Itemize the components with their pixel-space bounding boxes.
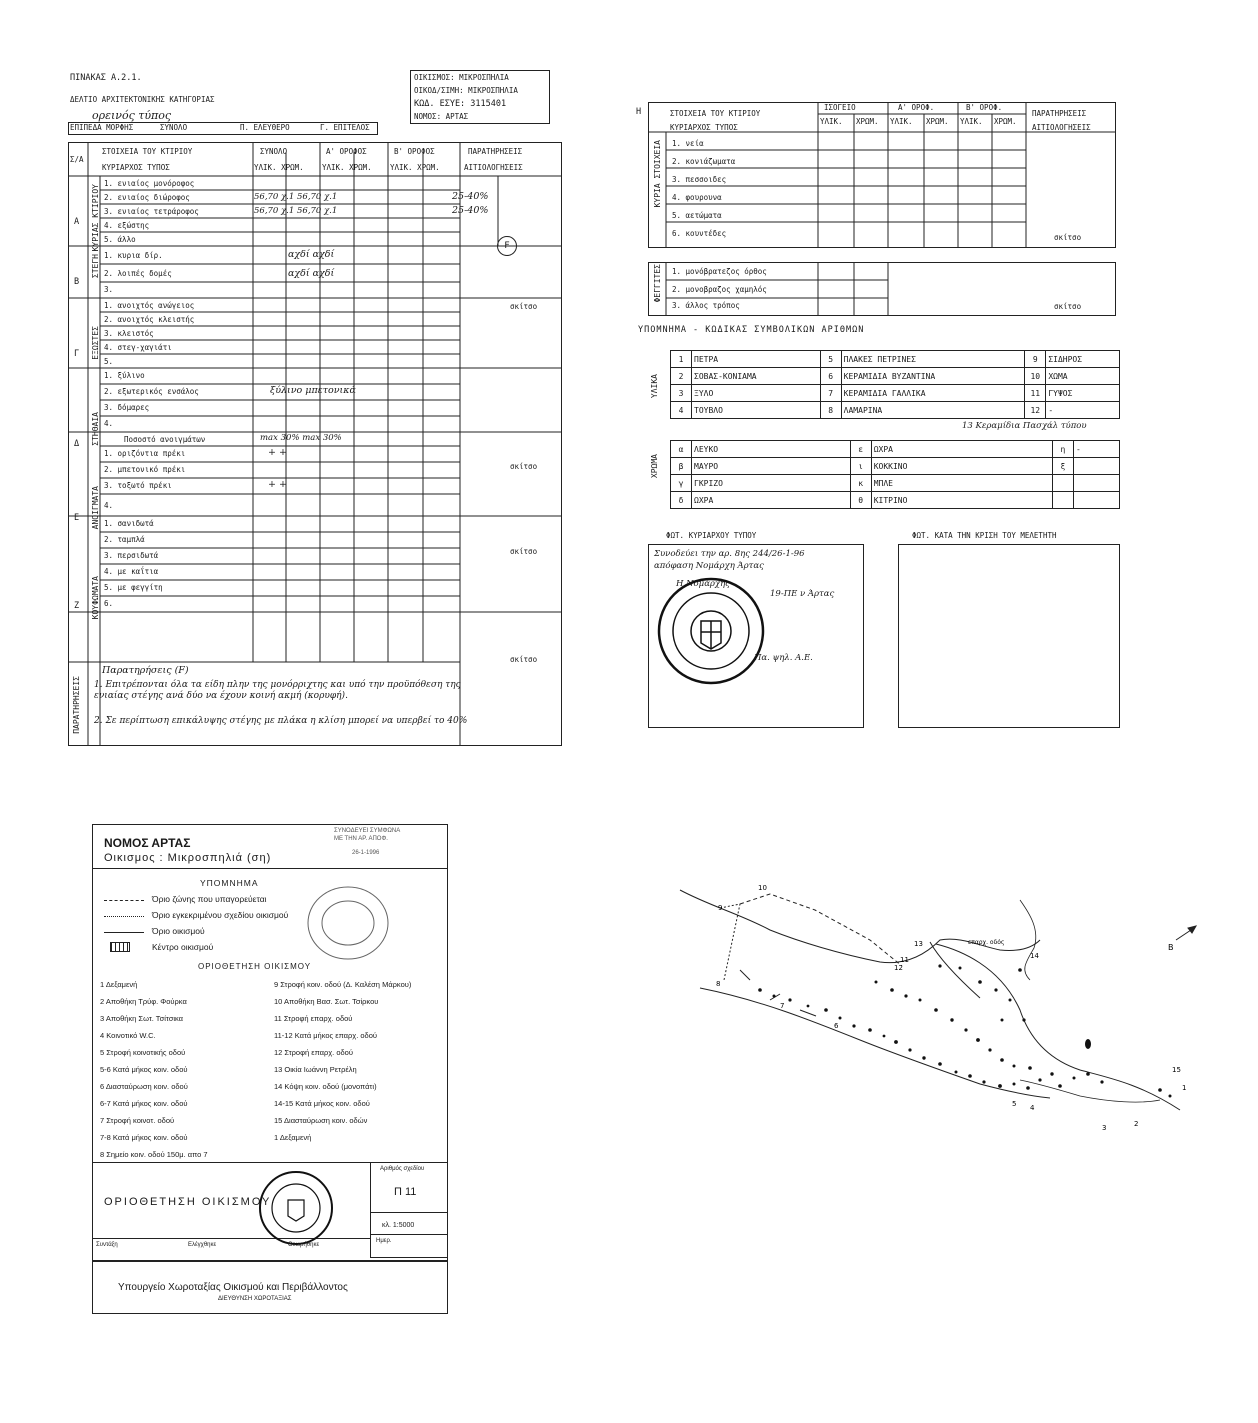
material-cell: ΠΛΑΚΕΣ ΠΕΤΡΙΝΕΣ: [841, 351, 1025, 368]
col-header-elements: ΣΤΟΙΧΕΙΑ ΤΟΥ ΚΤΙΡΙΟΥ: [102, 147, 193, 156]
col-sub-type: ΚΥΡΙΑΡΧΟΣ ΤΥΠΟΣ: [102, 163, 170, 172]
note-1: 1. Επιτρέπονται όλα τα είδη πλην της μονόρριχτης και υπό την προϋπόθεση της ενιαίας στέγης ανά δύο να έχουν κοινή ακμή (κορυφή).: [94, 680, 461, 701]
row-b-1: 1. κυρια δίρ.: [104, 251, 163, 260]
top-cell-4: Γ. ΕΠΙΤΕΛΟΣ: [320, 123, 370, 132]
color-cell: ΜΑΥΡΟ: [692, 458, 851, 475]
material-cell: 4: [671, 402, 692, 419]
color-cell: κ: [850, 475, 871, 492]
material-cell: ΠΕΤΡΑ: [692, 351, 821, 368]
materials-label: ΥΛΙΚΑ: [650, 374, 659, 399]
col-sub-3: ΥΛΙΚ. ΧΡΩΜ.: [390, 163, 440, 172]
f2-col-ground: ΙΣΟΓΕΙΟ: [824, 103, 856, 112]
legend-stamp-1: ΣΥΝΟΔΕΥΕΙ ΣΥΜΦΩΝΑ: [334, 828, 401, 834]
row-z-4: 4. με καΐτια: [104, 567, 159, 576]
row-g-1: 1. ανοιχτός ανώγειος: [104, 301, 195, 310]
section-label-g: ΕΞΩΣΤΕΣ: [91, 326, 100, 360]
legend-list-item: 11 Στροφή επαρχ. οδού: [274, 1014, 353, 1023]
legend-list-item: 6-7 Κατά μήκος κοιν. οδού: [100, 1099, 188, 1108]
f2-skitso-1: σκίτσο: [1054, 233, 1082, 242]
row-e-2: 2. μπετονικό πρέκι: [104, 465, 186, 474]
legend-list-item: 1 Δεξαμενή: [274, 1133, 312, 1142]
color-cell: ΜΠΛΕ: [871, 475, 1052, 492]
col-header-notes: ΠΑΡΑΤΗΡΗΣΕΙΣ: [468, 147, 523, 156]
sign-3: Θεωρήθηκε: [288, 1242, 320, 1248]
color-cell: [1073, 475, 1119, 492]
drawing-scale: κλ. 1:5000: [382, 1222, 415, 1229]
hand-note-1: Συνοδεύει την αρ. 8ης 244/26-1-96: [654, 549, 805, 559]
section-label-a: ΚΥΡΙΑΣ ΚΤΙΡΙΟΥ: [91, 184, 100, 252]
legend-item-1: Όριο ζώνης που υπαγορεύεται: [152, 894, 267, 904]
color-cell: ε: [850, 441, 871, 458]
row-a-1: 1. ενιαίος μονόροφος: [104, 179, 195, 188]
header-municipality: ΟΙΚΟΔ/ΣΙΜΗ: ΜΙΚΡΟΣΠΗΛΙΑ: [414, 86, 518, 95]
legend-list-item: 14-15 Κατά μήκος κοιν. οδού: [274, 1099, 370, 1108]
row-d-4: 4.: [104, 419, 114, 428]
top-cell-1: ΕΠΙΠΕΔΑ ΜΟΡΦΗΣ: [70, 123, 134, 132]
skitso-d: σκίτσο: [510, 462, 538, 471]
material-cell: ΚΕΡΑΜΙΔΙΑ ΓΑΛΛΙΚΑ: [841, 385, 1025, 402]
color-row: [671, 441, 1120, 458]
f2-col-first: Α' ΟΡΟΦ.: [898, 103, 935, 112]
section-label-e: ΑΝΟΙΓΜΑΤΑ: [91, 486, 100, 530]
material-row: [671, 368, 1120, 385]
title-box-text: ΟΡΙΟΘΕΤΗΣΗ ΟΙΚΙΣΜΟΥ: [104, 1196, 272, 1208]
material-cell: ΣΙΔΗΡΟΣ: [1046, 351, 1120, 368]
color-cell: η: [1052, 441, 1073, 458]
colors-table: [670, 440, 1120, 509]
legend-item-4: Κέντρο οικισμού: [152, 942, 214, 952]
col-header-first: Α' ΟΡΟΦΟΣ: [326, 147, 367, 156]
color-cell: θ: [850, 492, 871, 509]
color-cell: ΓΚΡΙΖΟ: [692, 475, 851, 492]
legend-list-item: 6 Διασταύρωση κοιν. οδού: [100, 1082, 188, 1091]
hand-val-b1: αχδί αχδί: [288, 249, 335, 260]
hand-pct-a3: 25-40%: [452, 205, 489, 216]
legend-list-item: 2 Αποθήκη Τρύφ. Φούρκα: [100, 997, 187, 1006]
circle-f: [497, 236, 517, 256]
color-cell: [1073, 492, 1119, 509]
row-a-5: 5. άλλο: [104, 235, 136, 244]
legend-list-item: 7-8 Κατά μήκος κοιν. οδού: [100, 1133, 188, 1142]
color-cell: δ: [671, 492, 692, 509]
col-header-second: Β' ΟΡΟΦΟΣ: [394, 147, 435, 156]
legend-list-item: 1 Δεξαμενή: [100, 980, 138, 989]
section-letter-e: Ε: [74, 513, 80, 523]
material-row: [671, 351, 1120, 368]
material-row: [671, 402, 1120, 419]
hand-note-3: Η Νομάρχης: [676, 579, 730, 589]
legend-round-stamp: [298, 878, 398, 968]
row-a-2: 2. ενιαίος διώροφος: [104, 193, 190, 202]
map-pt-15: 15: [1172, 1066, 1181, 1074]
row-b-2: 2. λοιπές δομές: [104, 269, 172, 278]
row-e-3: 3. τοξωτό πρέκι: [104, 481, 172, 490]
line-solid-sample: [104, 932, 144, 933]
col-sub-2: ΥΛΙΚ. ΧΡΩΜ.: [322, 163, 372, 172]
f2-sec1-label: ΚΥΡΙΑ ΣΤΟΙΧΕΙΑ: [653, 140, 662, 208]
section-letter-z: Ζ: [74, 601, 80, 611]
material-cell: ΛΑΜΑΡΙΝΑ: [841, 402, 1025, 419]
row-e-0: Ποσοστό ανοιγμάτων: [124, 435, 206, 444]
section-letter-a: Α: [74, 217, 80, 227]
map-pt-7: 7: [780, 1002, 785, 1010]
map-pt-8: 8: [716, 980, 721, 988]
legend-list-item: 4 Κοινοτικό W.C.: [100, 1031, 156, 1040]
f2-sub-1: ΥΛΙΚ.: [820, 117, 843, 126]
top-cell-2: ΣΥΝΟΛΟ: [160, 123, 188, 132]
section-label-z: ΚΟΥΦΩΜΑΤΑ: [91, 576, 100, 620]
material-cell: 10: [1025, 368, 1046, 385]
note-2: 2. Σε περίπτωση επικάλυψης στέγης με πλάκα η κλίση μπορεί να υπερβεί το 40%: [94, 716, 468, 726]
map-pt-10: 10: [758, 884, 767, 892]
f2-sec1-row-3: 3. πεσσοιδες: [672, 175, 727, 184]
legend-list-item: 14 Κόψη κοιν. οδού (μονοπάτι): [274, 1082, 377, 1091]
row-g-2: 2. ανοιχτός κλειστής: [104, 315, 195, 324]
legend-list-item: 13 Οικία Ιωάννη Ρετρέλη: [274, 1065, 357, 1074]
row-z-5: 5. με φεγγίτη: [104, 583, 163, 592]
legend-list-item: 15 Διασταύρωση κοιν. οδών: [274, 1116, 368, 1125]
hand-val-e3: + +: [268, 479, 287, 490]
colors-label: ΧΡΩΜΑ: [650, 454, 659, 479]
material-cell: ΣΟΒΑΣ-ΚΟΝΙΑΜΑ: [692, 368, 821, 385]
color-cell: [1052, 475, 1073, 492]
f2-sub-5: ΥΛΙΚ.: [960, 117, 983, 126]
color-cell: β: [671, 458, 692, 475]
legend-ypomnima: ΥΠΟΜΝΗΜΑ: [200, 878, 259, 888]
line-dotted-sample: [104, 916, 144, 917]
form-subtitle: ΔΕΛΤΙΟ ΑΡΧΙΤΕΚΤΟΝΙΚΗΣ ΚΑΤΗΓΟΡΙΑΣ: [70, 95, 215, 104]
hand-val-a3: 56,70 χ.1 56,70 χ.1: [254, 206, 338, 216]
photo1-label: ΦΩΤ. ΚΥΡΙΑΡΧΟΥ ΤΥΠΟΥ: [666, 531, 757, 540]
color-cell: ΛΕΥΚΟ: [692, 441, 851, 458]
row-g-4: 4. στεγ-χαγιάτι: [104, 343, 172, 352]
map-pt-13: 13: [914, 940, 923, 948]
circle-f-text: F: [504, 241, 510, 251]
header-prefecture: ΝΟΜΟΣ: ΑΡΤΑΣ: [414, 112, 469, 121]
color-cell: ΚΟΚΚΙΝΟ: [871, 458, 1052, 475]
drawing-no-label: Αριθμός σχεδίου: [380, 1166, 425, 1172]
hand-val-a2: 56,70 χ.1 56,70 χ.1: [254, 192, 338, 202]
form2-letter: Η: [636, 107, 642, 117]
row-a-4: 4. εξώστης: [104, 221, 150, 230]
hand-note-5: Πα. ψηλ. Α.Ε.: [754, 653, 813, 663]
row-g-5: 5.: [104, 357, 114, 366]
f2-sec1-row-4: 4. φουρουνα: [672, 193, 722, 202]
center-symbol: [110, 942, 130, 952]
color-cell: [1052, 492, 1073, 509]
material-cell: 7: [820, 385, 841, 402]
f2-sec1-row-5: 5. αετώματα: [672, 211, 722, 220]
legend-list-item: 8 Σημείο κοιν. οδού 150μ. απο 7: [100, 1150, 208, 1159]
photo2-box: [898, 544, 1120, 728]
legend-list-item: 11-12 Κατά μήκος επαρχ. οδού: [274, 1031, 377, 1040]
row-z-1: 1. σανιδωτά: [104, 519, 154, 528]
material-cell: 6: [820, 368, 841, 385]
legend-divider-1: [92, 868, 448, 869]
f2-sec1-row-1: 1. νεία: [672, 139, 704, 148]
color-row: [671, 492, 1120, 509]
f2-sub-4: ΧΡΩΜ.: [926, 117, 949, 126]
road-label: επαρχ. οδός: [968, 939, 1005, 946]
material-row: [671, 385, 1120, 402]
row-z-6: 6.: [104, 599, 114, 608]
material-cell: 8: [820, 402, 841, 419]
section-label-b: ΣΤΕΓΗ: [91, 254, 100, 279]
map-pt-6: 6: [834, 1022, 839, 1030]
legend-list-item: 9 Στροφή κοιν. οδού (Δ. Καλέση Μάρκου): [274, 980, 412, 989]
f2-sub-6: ΧΡΩΜ.: [994, 117, 1017, 126]
legend-list-item: 7 Στροφή κοινοτ. οδού: [100, 1116, 175, 1125]
material-cell: ΓΥΨΟΣ: [1046, 385, 1120, 402]
hand-val-b2: αχδί αχδί: [288, 268, 335, 279]
legend-stamp-2: ΜΕ ΤΗΝ ΑΡ. ΑΠΟΦ.: [334, 836, 388, 842]
drawing-scale-line: [370, 1234, 448, 1235]
drawing-no-line: [370, 1212, 448, 1213]
north-label: B: [1168, 943, 1174, 952]
hand-val-e0: max 30% max 30%: [260, 433, 342, 443]
material-cell: ΚΕΡΑΜΙΔΙΑ ΒΥΖΑΝΤΙΝΑ: [841, 368, 1025, 385]
col-header-sa: Σ/Α: [70, 155, 84, 164]
f2-sec2-row-2: 2. μονοβραζος χαμηλός: [672, 285, 767, 294]
map-pt-12: 12: [894, 964, 903, 972]
legend-list-item: 10 Αποθήκη Βασ. Σωτ. Τσίρκου: [274, 997, 379, 1006]
row-e-1: 1. οριζόντια πρέκι: [104, 449, 186, 458]
row-d-1: 1. ξύλινο: [104, 371, 145, 380]
hand-val-d2: ξύλινο μπετονικά: [270, 385, 356, 396]
sign-1: Συντάξη: [96, 1242, 118, 1248]
map-pt-3: 3: [1102, 1124, 1107, 1132]
top-cell-3: Π. ΕΛΕΥΘΕΡΟ: [240, 123, 290, 132]
hand-note-4: 19-ΠΕ ν Άρτας: [770, 589, 835, 599]
color-cell: -: [1073, 441, 1119, 458]
form-table-no: ΠΙΝΑΚΑΣ Α.2.1.: [70, 73, 142, 83]
notes-side-label: ΠΑΡΑΤΗΡΗΣΕΙΣ: [72, 676, 81, 734]
header-code: ΚΩΔ. ΕΣΥΕ: 3115401: [414, 99, 507, 109]
ministry-name: Υπουργείο Χωροταξίας Οικισμού και Περιβάλλοντος: [118, 1282, 348, 1293]
color-cell: ι: [850, 458, 871, 475]
legend-oriothetisi: ΟΡΙΟΘΕΤΗΣΗ ΟΙΚΙΣΜΟΥ: [198, 962, 312, 971]
section-letter-g: Γ: [74, 349, 80, 359]
color-cell: α: [671, 441, 692, 458]
col-sub-4: ΑΙΤΙΟΛΟΓΗΣΕΙΣ: [464, 163, 523, 172]
map-pt-4: 4: [1030, 1104, 1035, 1112]
notes-title: Παρατηρήσεις (F): [102, 665, 189, 676]
material-cell: 11: [1025, 385, 1046, 402]
section-label-d: ΣΤΗΘΑΙΑ: [91, 412, 100, 446]
f2-sub-2: ΧΡΩΜ.: [856, 117, 879, 126]
row-a-3: 3. ενιαίος τετράροφος: [104, 207, 199, 216]
drawing-date: Ημερ.: [376, 1238, 392, 1244]
section-letter-b: Β: [74, 277, 80, 287]
drawing-no: Π 11: [394, 1186, 417, 1198]
map-legend-sheet: [88, 820, 452, 1320]
sign-2: Ελέγχθηκε: [188, 1242, 217, 1248]
directorate-name: ΔΙΕΥΘΥΝΣΗ ΧΩΡΟΤΑΞΙΑΣ: [218, 1296, 292, 1302]
f2-col-second: Β' ΟΡΟΦ.: [966, 103, 1003, 112]
material-cell: 5: [820, 351, 841, 368]
legend-list-item: 5 Στροφή κοινοτικής οδού: [100, 1048, 186, 1057]
row-d-3: 3. δόμαρες: [104, 403, 150, 412]
material-cell: 12: [1025, 402, 1046, 419]
material-cell: 3: [671, 385, 692, 402]
row-d-2: 2. εξωτερικός ενσάλος: [104, 387, 199, 396]
f2-sec2-row-3: 3. άλλος τρόπος: [672, 301, 740, 310]
map-pt-1: 1: [1182, 1084, 1187, 1092]
color-cell: ΩΧΡΑ: [871, 441, 1052, 458]
legend-item-3: Όριο οικισμού: [152, 926, 205, 936]
row-g-3: 3. κλειστός: [104, 329, 154, 338]
legend-title-2: Οικισμος : Μικροσπηλιά (ση): [104, 852, 272, 864]
hand-pct-a2: 25-40%: [452, 191, 489, 202]
f2-sec2-row-1: 1. μονόβρατεζος όρθος: [672, 267, 767, 276]
f2-col-notes: ΠΑΡΑΤΗΡΗΣΕΙΣ: [1032, 109, 1087, 118]
legend-stamp-3: 26-1-1996: [352, 850, 380, 856]
material-cell: ΧΩΜΑ: [1046, 368, 1120, 385]
header-settlement: ΟΙΚΙΣΜΟΣ: ΜΙΚΡΟΣΠΗΛΙΑ: [414, 73, 509, 82]
legend-list-item: 5-6 Κατά μήκος κοιν. οδού: [100, 1065, 188, 1074]
color-cell: ΚΙΤΡΙΝΟ: [871, 492, 1052, 509]
material-cell: ΞΥΛΟ: [692, 385, 821, 402]
col-header-ground: ΣΥΝΟΛΟ: [260, 147, 288, 156]
color-row: [671, 458, 1120, 475]
form1-grid: [68, 142, 562, 746]
legend-title: ΥΠΟΜΝΗΜΑ - ΚΩΔΙΚΑΣ ΣΥΜΒΟΛΙΚΩΝ ΑΡΙΘΜΩΝ: [638, 325, 865, 335]
f2-col-elements: ΣΤΟΙΧΕΙΑ ΤΟΥ ΚΤΙΡΙΟΥ: [670, 109, 761, 118]
color-cell: γ: [671, 475, 692, 492]
legend-item-2: Όριο εγκεκριμένου σχεδίου οικισμού: [152, 910, 289, 920]
color-cell: ξ: [1052, 458, 1073, 475]
f2-sec2-label: ΦΕΓΓΙΤΕΣ: [653, 264, 662, 303]
official-stamp: [656, 576, 766, 686]
material-cell: -: [1046, 402, 1120, 419]
materials-extra: 13 Κεραμίδια Πασχάλ τύπου: [962, 421, 1087, 431]
hand-title: ορεινός τύπος: [92, 109, 172, 122]
material-cell: 9: [1025, 351, 1046, 368]
color-cell: ΩΧΡΑ: [692, 492, 851, 509]
map-pt-2: 2: [1134, 1120, 1139, 1128]
row-e-4: 4.: [104, 501, 114, 510]
materials-table: [670, 350, 1120, 419]
map-pt-9: 9: [718, 904, 723, 912]
settlement-map: [640, 870, 1220, 1160]
map-pt-5: 5: [1012, 1100, 1017, 1108]
material-cell: ΤΟΥΒΛΟ: [692, 402, 821, 419]
material-cell: 1: [671, 351, 692, 368]
legend-title-1: ΝΟΜΟΣ ΑΡΤΑΣ: [104, 836, 191, 850]
f2-sec1-row-2: 2. κονιάζωματα: [672, 157, 736, 166]
color-cell: [1073, 458, 1119, 475]
row-z-3: 3. περσιδωτά: [104, 551, 159, 560]
legend-list-item: 12 Στροφή επαρχ. οδού: [274, 1048, 353, 1057]
skitso-e: σκίτσο: [510, 547, 538, 556]
hand-val-e1: + +: [268, 447, 287, 458]
map-pt-11: 11: [900, 956, 909, 964]
line-dashed-sample: [104, 900, 144, 901]
material-cell: 2: [671, 368, 692, 385]
f2-skitso-2: σκίτσο: [1054, 302, 1082, 311]
skitso-b: σκίτσο: [510, 302, 538, 311]
section-letter-d: Δ: [74, 439, 80, 449]
skitso-z: σκίτσο: [510, 655, 538, 664]
row-b-3: 3.: [104, 285, 114, 294]
legend-bottom-stamp: [256, 1168, 336, 1248]
color-row: [671, 475, 1120, 492]
row-z-2: 2. ταμπλά: [104, 535, 145, 544]
form-building-elements: [636, 98, 1126, 728]
hand-note-2: απόφαση Νομάρχη Άρτας: [654, 561, 764, 571]
col-sub-1: ΥΛΙΚ. ΧΡΩΜ.: [254, 163, 304, 172]
photo2-label: ΦΩΤ. ΚΑΤΑ ΤΗΝ ΚΡΙΣΗ ΤΟΥ ΜΕΛΕΤΗΤΗ: [912, 531, 1057, 540]
f2-sub-3: ΥΛΙΚ.: [890, 117, 913, 126]
f2-sec1-row-6: 6. κουντέδες: [672, 229, 727, 238]
legend-list-item: 3 Αποθήκη Σωτ. Τσίτσικα: [100, 1014, 184, 1023]
f2-sub-type: ΚΥΡΙΑΡΧΟΣ ΤΥΠΟΣ: [670, 123, 738, 132]
map-pt-14: 14: [1030, 952, 1039, 960]
f2-sub-7: ΑΙΤΙΟΛΟΓΗΣΕΙΣ: [1032, 123, 1091, 132]
form-architectural-category: [64, 66, 564, 746]
